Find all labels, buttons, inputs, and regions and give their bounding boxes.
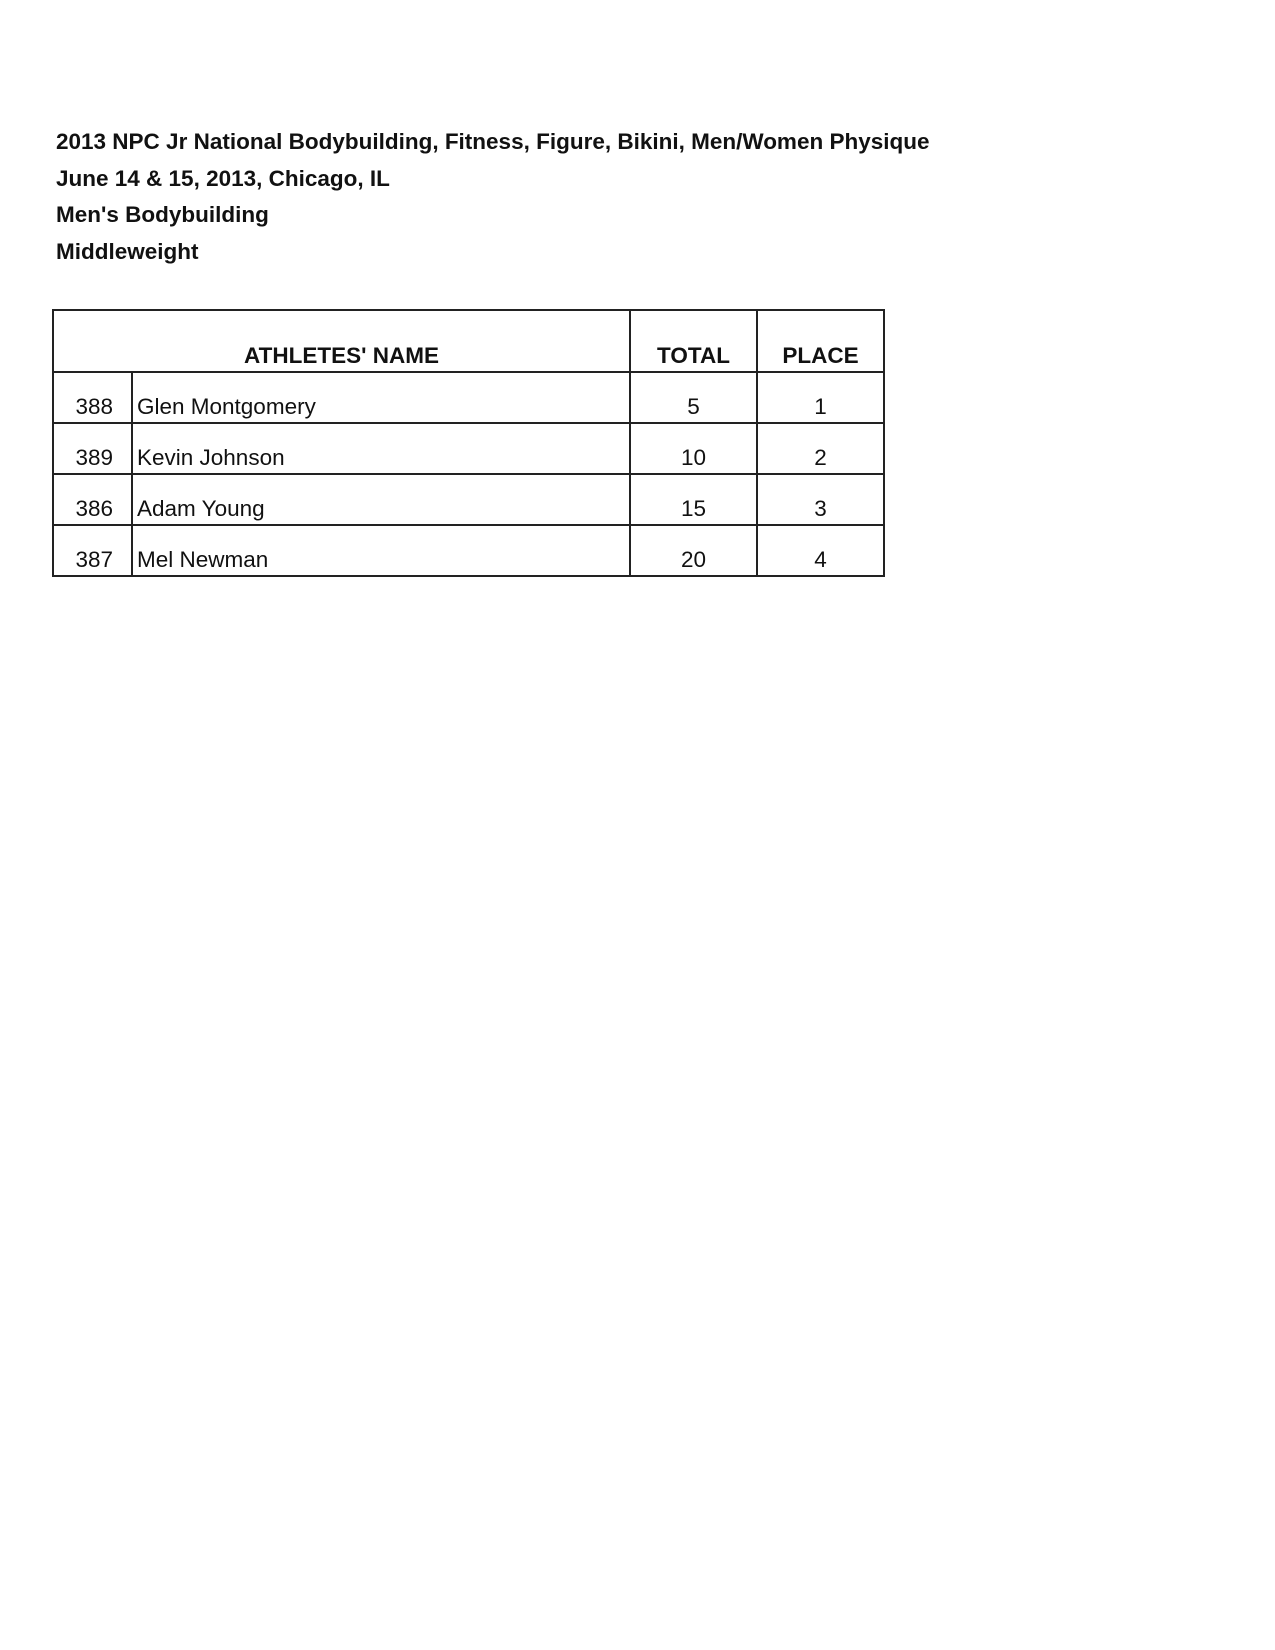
athlete-number: 389 [53,423,132,474]
athlete-total: 15 [630,474,757,525]
athlete-total: 5 [630,372,757,423]
document-header [56,124,929,270]
table-header-row [53,310,884,372]
athlete-number: 388 [53,372,132,423]
athlete-place: 3 [757,474,884,525]
table-row [53,474,884,525]
division-title: Men's Bodybuilding [56,202,269,227]
athlete-name: Mel Newman [132,525,630,576]
results-table [52,309,885,577]
athlete-total: 10 [630,423,757,474]
athlete-place: 1 [757,372,884,423]
table-row [53,525,884,576]
event-date-location: June 14 & 15, 2013, Chicago, IL [56,165,390,191]
athlete-name: Kevin Johnson [132,423,630,474]
athlete-place: 4 [757,525,884,576]
table-row [53,372,884,423]
table-row [53,423,884,474]
athlete-number: 387 [53,525,132,576]
athlete-name: Glen Montgomery [132,372,630,423]
column-header-place: PLACE [757,310,884,372]
column-header-athletes-name: ATHLETES' NAME [53,310,630,372]
event-title: 2013 NPC Jr National Bodybuilding, Fitness, Figure, Bikini, Men/Women Physique [56,129,930,154]
athlete-number: 386 [53,474,132,525]
athlete-total: 20 [630,525,757,576]
weight-class-title: Middleweight [56,238,199,264]
athlete-name: Adam Young [132,474,630,525]
column-header-total: TOTAL [630,310,757,372]
athlete-place: 2 [757,423,884,474]
